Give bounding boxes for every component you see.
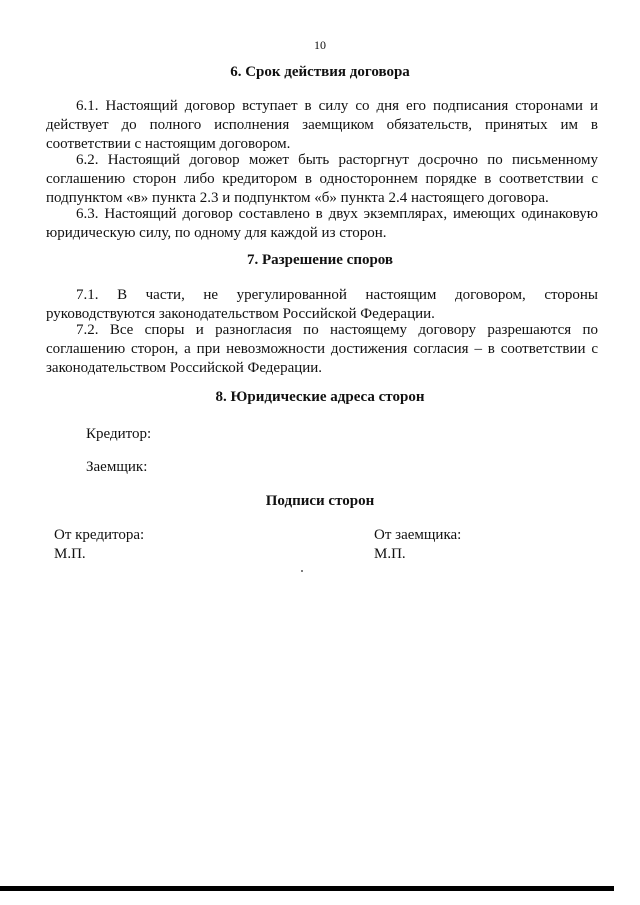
creditor-label: Кредитор: <box>86 426 152 442</box>
page-number: 10 <box>314 38 326 52</box>
paragraph-6-3: 6.3. Настоящий договор составлено в двух экземплярах, имеющих одинаковую юридическую силу, по одному для каждой из сторон. <box>46 206 598 241</box>
paragraph-7-2: 7.2. Все споры и разногласия по настоящему договору разрешаются по соглашению сторон, а при невозможности достижения согласия – в соответствии с законодательством Российской Федерации. <box>46 322 598 376</box>
creditor-seal-label: М.П. <box>54 546 86 562</box>
section-7-heading: 7. Разрешение споров <box>246 252 394 268</box>
borrower-label: Заемщик: <box>86 459 148 475</box>
borrower-seal-label: М.П. <box>374 546 406 562</box>
paragraph-6-2: 6.2. Настоящий договор может быть расторгнут досрочно по письменному соглашению сторон либо кредитором в одностороннем порядке в соответствии с подпунктом «в» пункта 2.3 и подпунктом «б» пункта 2.4 настоящего договора. <box>46 152 598 206</box>
section-6-heading: 6. Срок действия договора <box>230 64 410 80</box>
paragraph-7-1: 7.1. В части, не урегулированной настоящим договором, стороны руководствуются законодательством Российской Федерации. <box>46 287 598 322</box>
creditor-signature-label: От кредитора: <box>54 527 145 543</box>
paragraph-6-1: 6.1. Настоящий договор вступает в силу со дня его подписания сторонами и действует до полного исполнения заемщиком обязательств, принятых им в соответствии с настоящим договором. <box>46 98 598 152</box>
signatures-heading: Подписи сторон <box>265 493 375 509</box>
borrower-signature-label: От заемщика: <box>374 527 462 543</box>
page-bottom-edge <box>0 886 614 891</box>
section-8-heading: 8. Юридические адреса сторон <box>215 389 425 405</box>
scan-speck <box>301 570 303 572</box>
